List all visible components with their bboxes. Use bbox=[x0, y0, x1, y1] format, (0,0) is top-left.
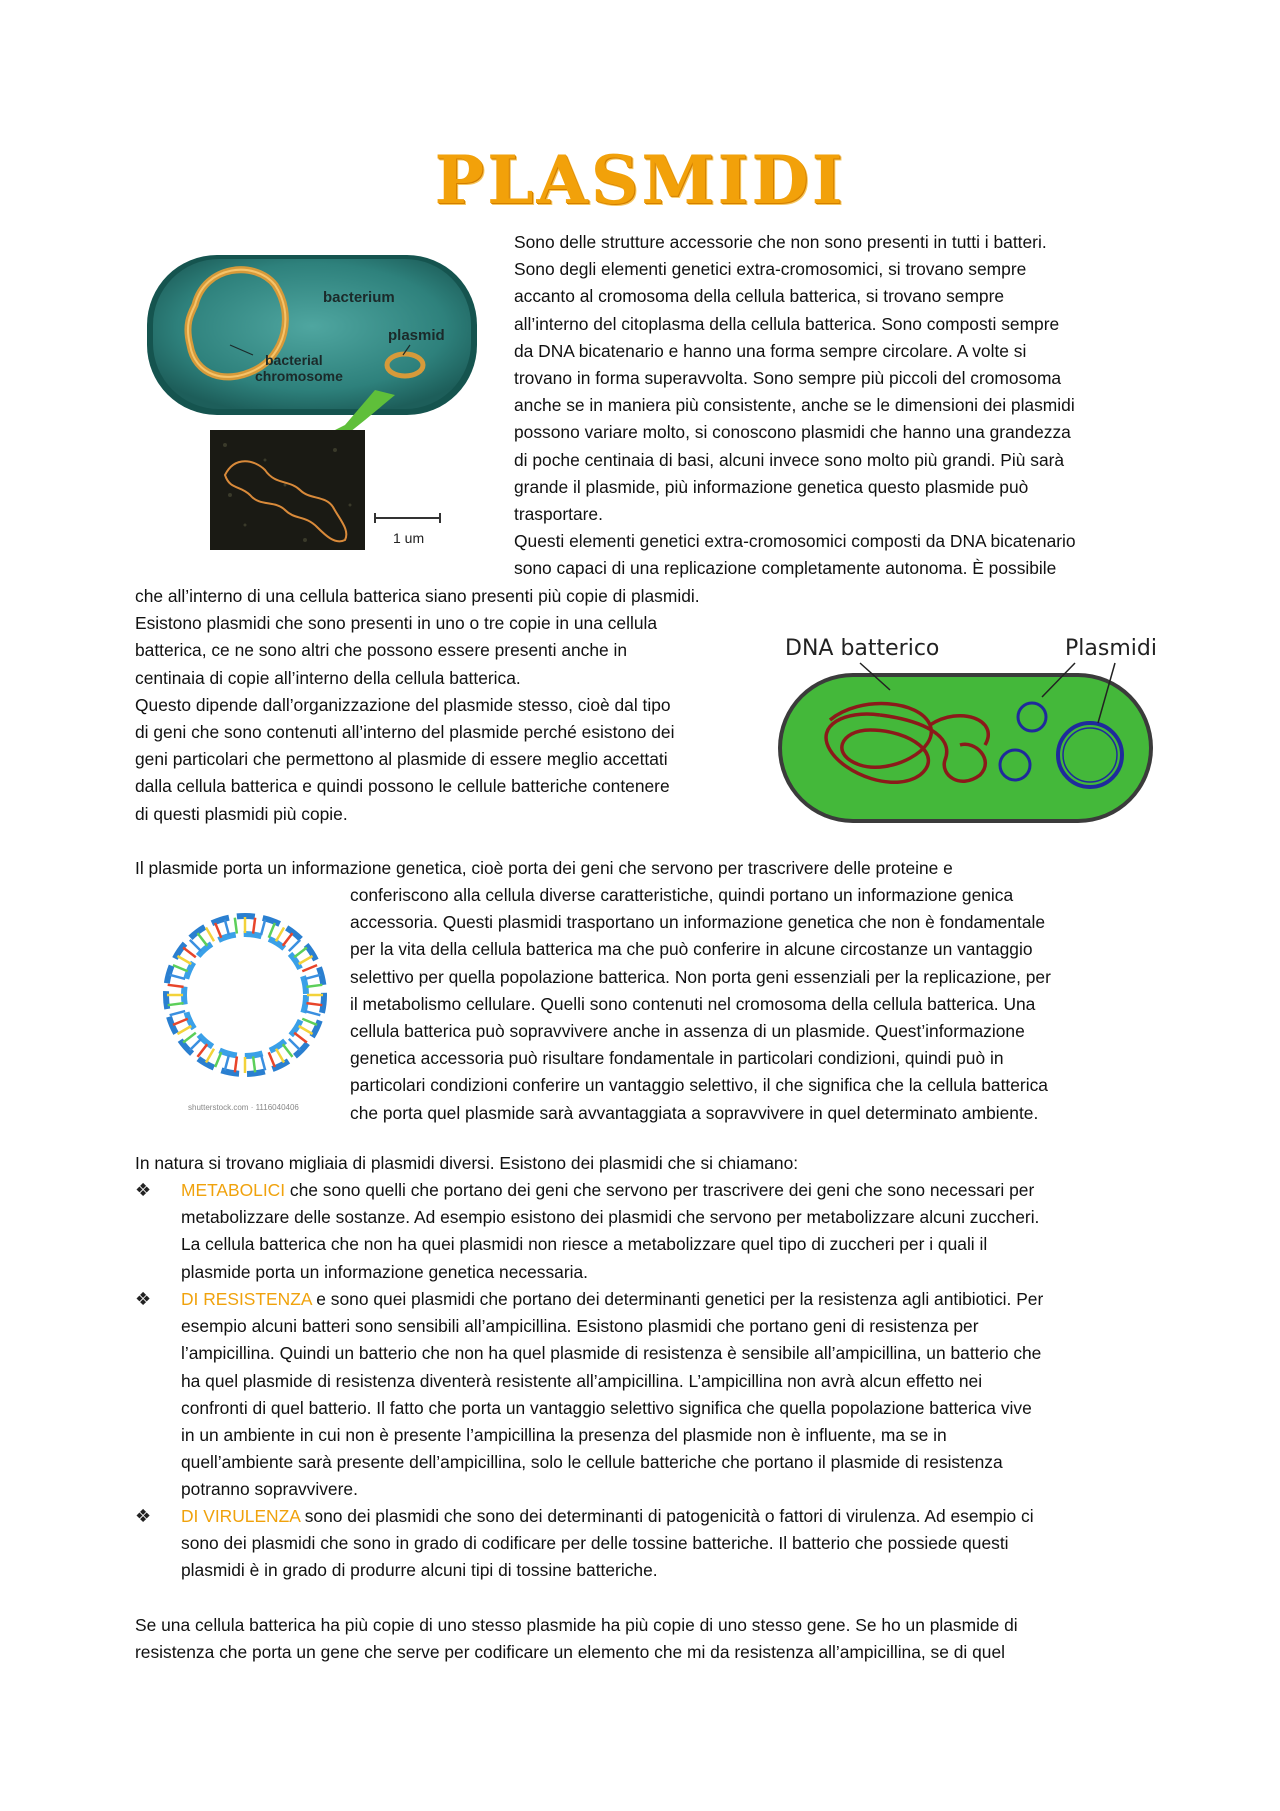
label-dna-batterico: DNA batterico bbox=[785, 636, 940, 661]
dna-base-pair bbox=[253, 918, 255, 934]
list-item-metabolici bbox=[135, 1177, 1145, 1286]
text-line: che sono quelli che portano dei geni che servono per trascrivere dei geni che sono necessari per bbox=[285, 1180, 1035, 1200]
diamond-bullet-icon: ❖ bbox=[135, 1289, 152, 1310]
text-line: accanto al cromosoma della cellula batterica, si trovano sempre bbox=[514, 286, 1005, 307]
text-line: trovano in forma superavvolta. Sono sempre più piccoli del cromosoma bbox=[514, 368, 1062, 389]
dna-base-pair bbox=[177, 956, 191, 964]
figure-bacterial-cell-diagram bbox=[770, 625, 1165, 825]
dna-base-pair bbox=[269, 923, 275, 938]
dna-base-pair bbox=[269, 1052, 275, 1067]
dna-base-pair bbox=[289, 1039, 300, 1050]
text-line: per la vita della cellula batterica ma che può conferire in alcune circostanze un vantaggio bbox=[350, 939, 1033, 960]
text-line: Sono delle strutture accessorie che non sono presenti in tutti i batteri. bbox=[514, 232, 1047, 252]
dna-base-pair bbox=[276, 1049, 284, 1063]
page-title: PLASMIDI bbox=[434, 141, 846, 219]
text-line: all’interno del citoplasma della cellula batterica. Sono composti sempre bbox=[514, 313, 1060, 334]
dna-base-pair bbox=[283, 1044, 293, 1057]
dna-base-pair bbox=[183, 948, 196, 958]
text-line: trasportare. bbox=[514, 504, 603, 525]
text-line: accessoria. Questi plasmidi trasportano un informazione genetica che non è fondamentale bbox=[350, 912, 1046, 933]
figure-bacterium-micrograph bbox=[135, 245, 490, 565]
scale-label: 1 um bbox=[393, 530, 425, 546]
tipi-plasmidi-intro bbox=[135, 1150, 1145, 1177]
dna-base-pair bbox=[168, 1003, 184, 1005]
info-genetica-block bbox=[135, 855, 1145, 882]
dna-backbone bbox=[166, 916, 324, 1074]
diamond-bullet-icon: ❖ bbox=[135, 1180, 152, 1201]
dna-base-pair bbox=[302, 965, 317, 971]
diamond-bullet-icon: ❖ bbox=[135, 1506, 152, 1527]
dna-base-pair bbox=[173, 1019, 188, 1025]
text-line: di geni che sono contenuti all’interno del plasmide perché esistono dei bbox=[135, 722, 675, 743]
text-line: sono capaci di una replicazione completamente autonoma. È possibile bbox=[514, 558, 1057, 579]
text-line: cellula batterica può sopravvivere anche in assenza di un plasmide. Quest’informazione bbox=[350, 1021, 1025, 1042]
text-line: potranno sopravvivere. bbox=[181, 1479, 358, 1500]
dna-base-pair bbox=[294, 948, 307, 958]
dna-base-pair bbox=[306, 1003, 322, 1005]
text-line: resistenza che porta un gene che serve per codificare un elemento che mi da resistenza all’ampicillina, se di quel bbox=[135, 1642, 1006, 1663]
text-line: di questi plasmidi più copie. bbox=[135, 803, 348, 824]
label-bacterium: bacterium bbox=[323, 289, 395, 306]
info-genetica-continued bbox=[350, 882, 1140, 1127]
dna-base-pair bbox=[261, 1055, 265, 1070]
text-line: La cellula batterica che non ha quei plasmidi non riesce a metabolizzare quel tipo di zuccheri per i quali il bbox=[181, 1234, 988, 1255]
dna-base-pair bbox=[190, 940, 201, 951]
text-line: esempio alcuni batteri sono sensibili all’ampicillina. Esistono plasmidi che portano geni di resistenza per bbox=[181, 1316, 979, 1337]
dna-base-pair bbox=[215, 923, 221, 938]
text-line: centinaia di copie all’interno della cellula batterica. bbox=[135, 667, 521, 688]
dna-base-pair bbox=[183, 1033, 196, 1043]
dna-base-pair bbox=[302, 1019, 317, 1025]
text-line: che all’interno di una cellula batterica siano presenti più copie di plasmidi. bbox=[135, 586, 700, 606]
dna-base-pair bbox=[289, 940, 300, 951]
dna-base-pair bbox=[206, 927, 214, 941]
dna-base-pair bbox=[299, 956, 313, 964]
dna-base-pair bbox=[215, 1052, 221, 1067]
text-line: anche se in maniera più consistente, anche se le dimensioni dei plasmidi bbox=[514, 395, 1075, 416]
dna-base-pair bbox=[283, 933, 293, 946]
text-line: geni particolari che permettono al plasmide di essere meglio accettati bbox=[135, 749, 668, 770]
label-chromosome-1: bacterial bbox=[265, 352, 323, 368]
dna-base-pair bbox=[206, 1049, 214, 1063]
text-line: In natura si trovano migliaia di plasmidi diversi. Esistono dei plasmidi che si chiamano: bbox=[135, 1153, 799, 1173]
label-plasmid: plasmid bbox=[388, 327, 445, 344]
dna-base-pair bbox=[294, 1033, 307, 1043]
text-line: da DNA bicatenario e hanno una forma sempre circolare. A volte si bbox=[514, 340, 1027, 361]
text-line: plasmidi è in grado di produrre alcuni tipi di tossine batteriche. bbox=[181, 1560, 658, 1581]
text-line: selettivo per quella popolazione batterica. Non porta geni essenziali per la replicazione, per bbox=[350, 966, 1051, 987]
term-di-virulenza: DI VIRULENZA bbox=[181, 1506, 300, 1526]
text-line: Il plasmide porta un informazione genetica, cioè porta dei geni che servono per trascrivere delle proteine e bbox=[135, 858, 953, 878]
text-line: genetica accessoria può risultare fondamentale in particolari condizioni, quindi può in bbox=[350, 1048, 1004, 1069]
dna-base-pair bbox=[198, 933, 208, 946]
text-line: grande il plasmide, più informazione genetica questo plasmide può bbox=[514, 476, 1029, 497]
dna-base-pair bbox=[225, 1055, 229, 1070]
text-line: l’ampicillina. Quindi un batterio che non ha quel plasmide di resistenza è sensibile all’ampicillina, un batterio che bbox=[181, 1343, 1042, 1364]
text-line: di poche centinaia di basi, alcuni invece sono molto più grandi. Più sarà bbox=[514, 449, 1065, 470]
dna-ring-icon bbox=[166, 916, 324, 1074]
dna-base-pair bbox=[306, 985, 322, 987]
text-line: batterica, ce ne sono altri che possono essere presenti anche in bbox=[135, 640, 628, 661]
text-line: il metabolismo cellulare. Quelli sono contenuti nel cromosoma della cellula batterica. Una bbox=[350, 993, 1036, 1014]
text-line: sono dei plasmidi che sono in grado di codificare per delle tossine batteriche. Il batterio che possiede questi bbox=[181, 1533, 1009, 1554]
dna-base-pair bbox=[168, 985, 184, 987]
copies-block bbox=[135, 583, 775, 828]
text-line: che porta quel plasmide sarà avvantaggiata a sopravvivere in quel determinato ambiente. bbox=[350, 1102, 1039, 1123]
dna-base-pair bbox=[173, 965, 188, 971]
dna-base-pair bbox=[299, 1026, 313, 1034]
text-line: Esistono plasmidi che sono presenti in uno o tre copie in una cellula bbox=[135, 613, 658, 634]
text-line: metabolizzare delle sostanze. Ad esempio esistono dei plasmidi che servono per metabolizzare alcuni zuccheri. bbox=[181, 1207, 1040, 1228]
text-line: Questo dipende dall’organizzazione del plasmide stesso, cioè dal tipo bbox=[135, 694, 671, 715]
figure-circular-dna bbox=[158, 900, 333, 1115]
dna-base-pair bbox=[305, 975, 320, 979]
text-line: plasmide porta un informazione genetica necessaria. bbox=[181, 1261, 588, 1282]
dna-base-pair bbox=[198, 1044, 208, 1057]
dna-base-pair bbox=[235, 1056, 237, 1072]
text-line: sono dei plasmidi che sono dei determinanti di patogenicità o fattori di virulenza. Ad esempio ci bbox=[299, 1506, 1034, 1526]
text-line: Questi elementi genetici extra-cromosomici composti da DNA bicatenario bbox=[514, 531, 1076, 552]
list-item-di-virulenza bbox=[135, 1503, 1145, 1585]
text-line: confronti di quel batterio. Il fatto che porta un vantaggio selettivo significa che quella popolazione batterica vive bbox=[181, 1397, 1032, 1418]
dna-base-pair bbox=[305, 1011, 320, 1015]
dna-base-pair bbox=[170, 1011, 185, 1015]
image-watermark: shutterstock.com · 1116040406 bbox=[188, 1103, 299, 1112]
intro-block bbox=[514, 229, 1134, 583]
term-di-resistenza: DI RESISTENZA bbox=[181, 1289, 312, 1309]
text-line: dalla cellula batterica e quindi possono le cellule batteriche contenere bbox=[135, 776, 670, 797]
text-line: quell’ambiente sarà presente dell’ampicillina, solo le cellule batteriche che portano il plasmide di resistenza bbox=[181, 1452, 1003, 1473]
text-line: conferiscono alla cellula diverse caratteristiche, quindi portano un informazione genica bbox=[350, 885, 1014, 905]
dna-base-pair bbox=[170, 975, 185, 979]
term-metabolici: METABOLICI bbox=[181, 1180, 286, 1200]
text-line: Sono degli elementi genetici extra-cromosomici, si trovano sempre bbox=[514, 259, 1027, 280]
label-plasmidi: Plasmidi bbox=[1065, 636, 1157, 661]
closing-paragraph bbox=[135, 1612, 1145, 1666]
dna-base-pair bbox=[177, 1026, 191, 1034]
dna-base-pair bbox=[261, 920, 265, 935]
text-line: Se una cellula batterica ha più copie di uno stesso plasmide ha più copie di uno stesso gene. Se ho un plasmide di bbox=[135, 1615, 1018, 1635]
text-line: ha quel plasmide di resistenza diventerà resistente all’ampicillina. L’ampicillina non avrà alcun effetto nei bbox=[181, 1370, 983, 1391]
text-line: particolari condizioni conferire un vantaggio selettivo, il che significa che la cellula batterica bbox=[350, 1075, 1048, 1096]
text-line: possono variare molto, si conoscono plasmidi che hanno una grandezza bbox=[514, 422, 1071, 443]
dna-base-pair bbox=[235, 918, 237, 934]
dna-base-pair bbox=[253, 1056, 255, 1072]
dna-base-pair bbox=[190, 1039, 201, 1050]
text-line: in un ambiente in cui non è presente l’ampicillina la presenza del plasmide non è influente, ma se in bbox=[181, 1425, 947, 1446]
dna-base-pair bbox=[225, 920, 229, 935]
text-line: e sono quei plasmidi che portano dei determinanti genetici per la resistenza agli antibiotici. Per bbox=[311, 1289, 1044, 1309]
label-chromosome-2: chromosome bbox=[255, 368, 343, 384]
dna-backbone bbox=[184, 934, 306, 1056]
list-item-di-resistenza bbox=[135, 1286, 1145, 1504]
dna-base-pair bbox=[276, 927, 284, 941]
